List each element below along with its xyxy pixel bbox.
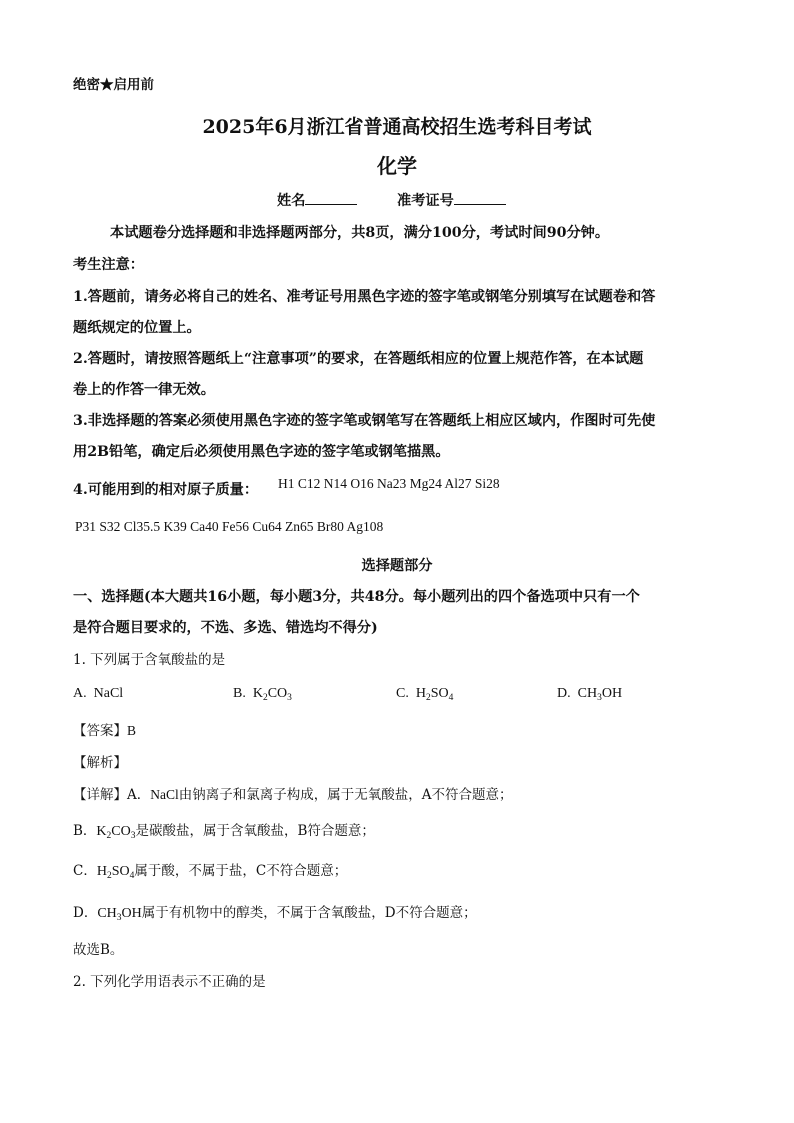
id-label: 准考证号 [397, 193, 454, 209]
formula: $K_2CO_3$ [96, 824, 136, 841]
option-letter: B. [233, 686, 246, 701]
analysis-tag: 【解析】 [73, 755, 127, 771]
id-blank [454, 192, 506, 205]
option-letter: C. [396, 686, 409, 701]
formula: NaCl [150, 787, 179, 802]
option-formula: NaCl [93, 686, 124, 701]
explanation-c: C．$H_2SO_4$属于酸，不属于盐，C不符合题意； [73, 863, 348, 881]
section-desc: 一、选择题(本大题共16小题，每小题3分，共48分。每小题列出的四个备选项中只有一个 [73, 589, 640, 605]
name-field [277, 192, 357, 210]
question-1-stem: 1. 下列属于含氧酸盐的是 [73, 652, 226, 668]
confidential-mark: 绝密★启用前 [73, 77, 154, 93]
answer-value: B [127, 723, 137, 738]
note-line: 2.答题时，请按照答题纸上“注意事项”的要求，在答题纸相应的位置上规范作答，在本试题 [73, 351, 644, 367]
option-formula: $CH_3OH$ [577, 686, 623, 703]
notes-title: 考生注意： [73, 257, 144, 273]
option-c [396, 686, 453, 702]
note-line: 用2B铅笔，确定后必须使用黑色字迹的签字笔或钢笔描黑。 [73, 444, 450, 460]
section-title: 选择题部分 [361, 558, 433, 574]
option-letter: A. [73, 686, 87, 701]
question-2-stem: 2. 下列化学用语表示不正确的是 [73, 974, 266, 990]
option-a [73, 686, 123, 702]
note-line: 1.答题前，请务必将自己的姓名、准考证号用黑色字迹的签字笔或钢笔分别填写在试题卷和答 [73, 289, 656, 305]
detail-tag: 【详解】 [73, 787, 127, 803]
note-line: 卷上的作答一律无效。 [73, 382, 215, 398]
atomic-mass-label: 4.可能用到的相对原子质量： [73, 482, 259, 498]
exam-title: 2025年6月浙江省普通高校招生选考科目考试 [202, 116, 592, 138]
option-formula: $H_2SO_4$ [415, 686, 454, 703]
explanation-d: D．$CH_3OH$属于有机物中的醇类，不属于含氧酸盐，D不符合题意； [73, 905, 477, 923]
formula: $CH_3OH$ [97, 906, 142, 923]
explanation-a: 【详解】A．NaCl由钠离子和氯离子构成，属于无氧酸盐，A不符合题意； [73, 787, 513, 803]
conclusion: 故选B。 [73, 942, 124, 958]
note-line: 3.非选择题的答案必须使用黑色字迹的签字笔或钢笔写在答题纸上相应区域内，作图时可先使 [73, 413, 656, 429]
option-d [557, 686, 622, 702]
option-formula: $K_2CO_3$ [252, 686, 292, 703]
note-line: 题纸规定的位置上。 [73, 320, 201, 336]
option-b [233, 686, 292, 702]
answer-line [73, 722, 136, 740]
answer-tag: 【答案】 [73, 723, 127, 739]
atomic-mass-line-1: H1 C12 N14 O16 Na23 Mg24 Al27 Si28 [278, 476, 500, 491]
id-field [397, 192, 506, 210]
name-blank [305, 192, 357, 205]
section-desc: 是符合题目要求的，不选、多选、错选均不得分) [73, 620, 378, 636]
atomic-mass-line-2: P31 S32 Cl35.5 K39 Ca40 Fe56 Cu64 Zn65 Br80 Ag108 [75, 519, 384, 534]
name-label: 姓名 [277, 193, 306, 209]
intro-text: 本试题卷分选择题和非选择题两部分，共8页，满分100分，考试时间90分钟。 [110, 225, 610, 241]
option-letter: D. [557, 686, 571, 701]
subject-title: 化学 [377, 154, 417, 178]
formula: $H_2SO_4$ [96, 864, 135, 881]
explanation-b: B．$K_2CO_3$是碳酸盐，属于含氧酸盐，B符合题意； [73, 823, 375, 841]
